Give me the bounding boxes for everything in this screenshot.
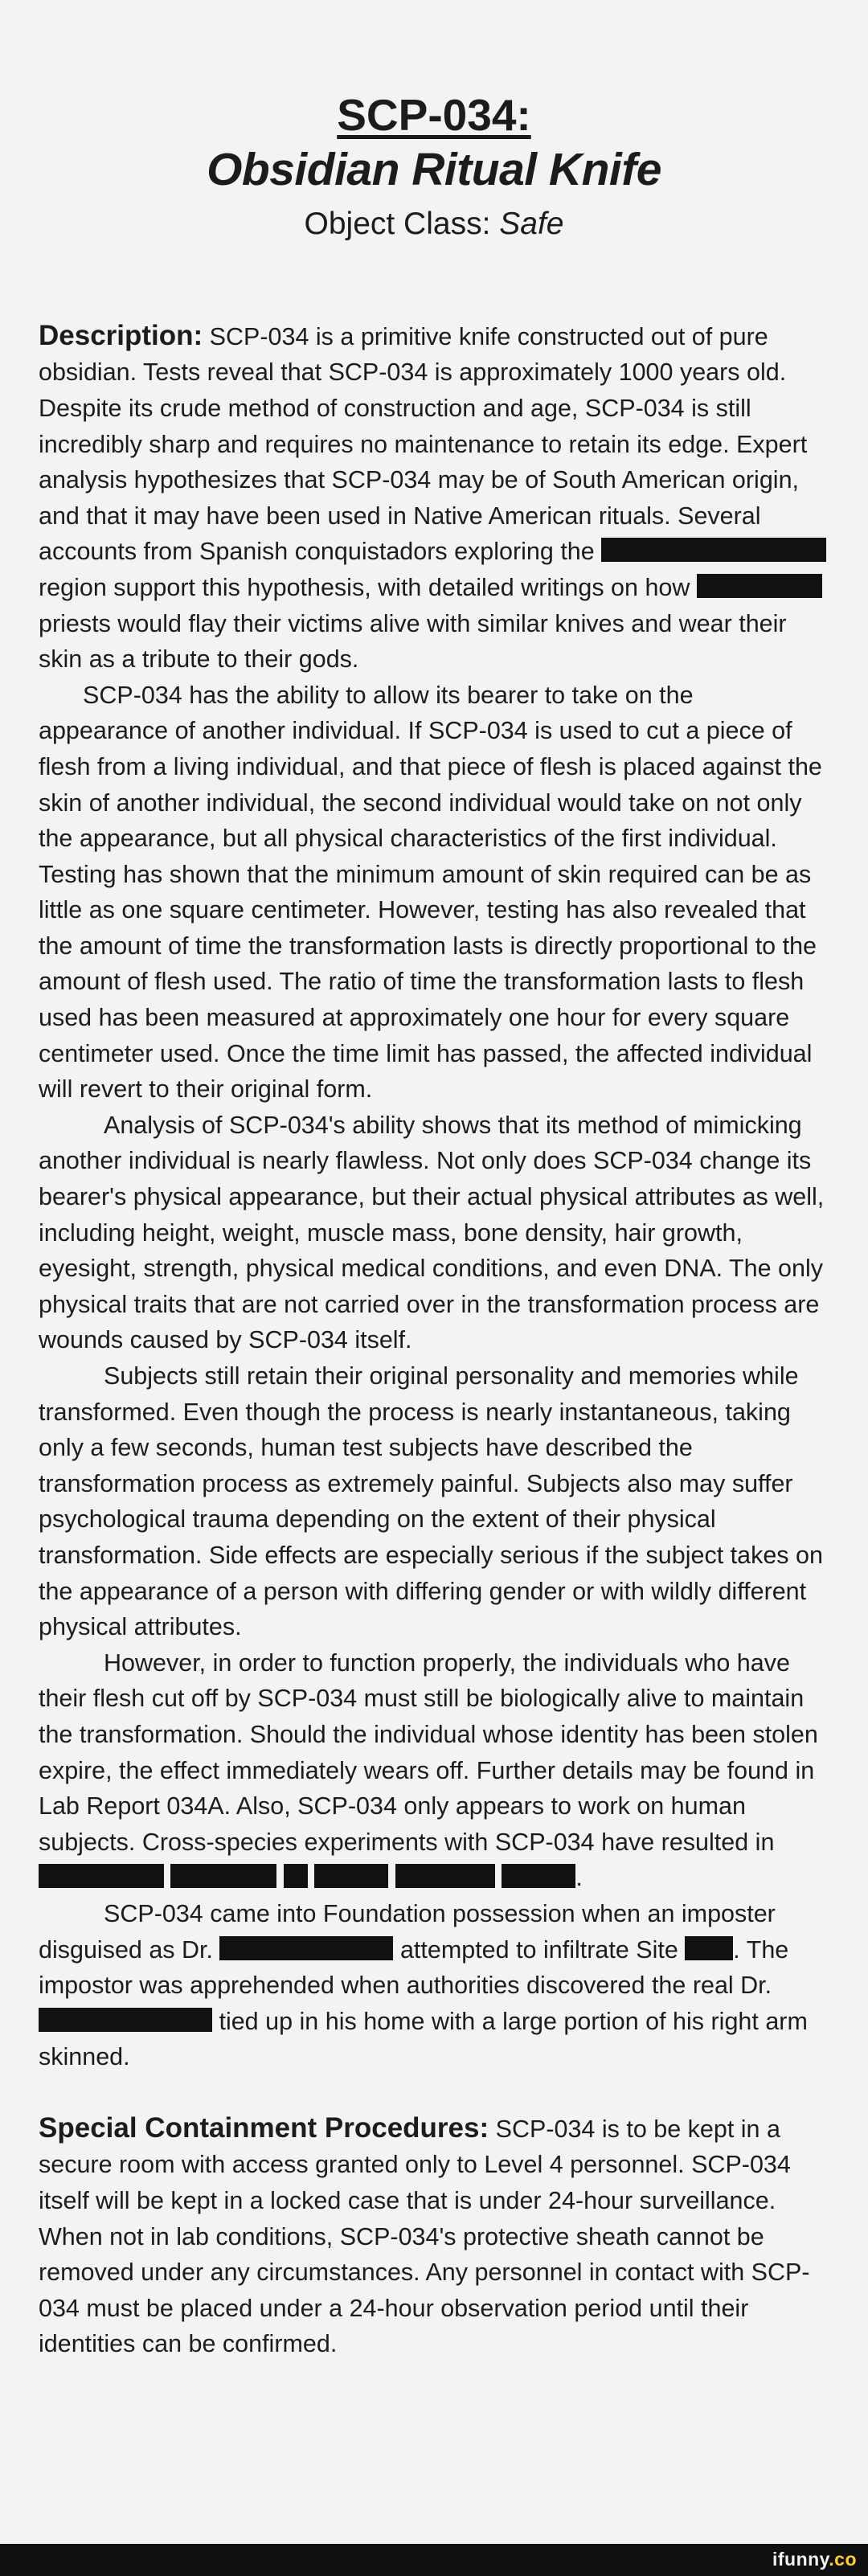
footer-bar bbox=[0, 2544, 868, 2576]
scp-name-title: Obsidian Ritual Knife bbox=[207, 144, 661, 195]
redaction-bar bbox=[314, 1864, 388, 1888]
title-block bbox=[39, 88, 829, 248]
redaction-bar bbox=[502, 1864, 575, 1888]
object-class bbox=[39, 202, 829, 248]
redaction-bar bbox=[284, 1864, 308, 1888]
redaction-bar bbox=[685, 1936, 733, 1960]
redaction-bar bbox=[170, 1864, 276, 1888]
description-paragraph-6: SCP-034 came into Foundation possession when an imposter disguised as Dr. attempted to infiltrate Site . The impostor was apprehended when authorities discovered the real Dr. tied up in his home with a large portion of his right arm skinned. bbox=[39, 1899, 808, 2071]
ifunny-watermark: ifunny.co bbox=[772, 2549, 857, 2570]
description-paragraph-4: Subjects still retain their original personality and memories while transformed. Even though the process is nearly instantaneous, taking only a few seconds, human test subjects have described the transformation process as extremely painful. Subjects also may suffer psychological trauma depending on the extent of their physical transformation. Side effects are especially serious if the subject takes on the appearance of a person with differing gender or with wildly different physical attributes. bbox=[39, 1362, 823, 1641]
redaction-bar bbox=[697, 574, 822, 598]
article-body bbox=[39, 318, 829, 2362]
object-class-value: Safe bbox=[499, 207, 564, 242]
redaction-bar bbox=[601, 538, 826, 562]
redaction-bar bbox=[219, 1936, 393, 1960]
description-paragraph-1: Description: SCP-034 is a primitive knife constructed out of pure obsidian. Tests reveal that SCP-034 is approximately 1000 years old. Despite its crude method of construction and age, SCP-034 is still incredibly sharp and requires no maintenance to retain its edge. Expert analysis hypothesizes that SCP-034 may be of South American origin, and that it may have been used in Native American rituals. Several accounts from Spanish conquistadors exploring the region support this hypothesis, with detailed writings on how priests would flay their victims alive with similar knives and wear their skin as a tribute to their gods. bbox=[39, 318, 829, 678]
scp-id-title: SCP-034: bbox=[337, 90, 531, 140]
containment-heading: Special Containment Procedures: bbox=[39, 2111, 489, 2144]
redaction-bar bbox=[39, 2008, 212, 2032]
object-class-label: Object Class: bbox=[304, 207, 500, 242]
redaction-bar bbox=[395, 1864, 495, 1888]
redaction-bar bbox=[39, 1864, 164, 1888]
description-paragraph-2: SCP-034 has the ability to allow its bearer to take on the appearance of another individual. If SCP-034 is used to cut a piece of flesh from a living individual, and that piece of flesh is placed against the skin of another individual, the second individual would take on not only the appearance, but all physical characteristics of the first individual. Testing has shown that the minimum amount of skin required can be as little as one square centimeter. However, testing has also revealed that the amount of time the transformation lasts is directly proportional to the amount of flesh used. The ratio of time the transformation lasts to flesh used has been measured at approximately one hour for every square centimeter used. Once the time limit has passed, the affected individual will revert to their original form. bbox=[39, 681, 822, 1104]
description-heading: Description: bbox=[39, 319, 203, 351]
description-paragraph-3: Analysis of SCP-034's ability shows that its method of mimicking another individual is nearly flawless. Not only does SCP-034 change its bearer's physical appearance, but their actual physical attributes as well, including height, weight, muscle mass, bone density, hair growth, eyesight, strength, physical medical conditions, and even DNA. The only physical traits that are not carried over in the transformation process are wounds caused by SCP-034 itself. bbox=[39, 1111, 825, 1354]
description-paragraph-5: However, in order to function properly, the individuals who have their flesh cut off by SCP-034 must still be biologically alive to maintain the transformation. Should the individual whose identity has been stolen expire, the effect immediately wears off. Further details may be found in Lab Report 034A. Also, SCP-034 only appears to work on human subjects. Cross-species experiments with SCP-034 have resulted in . bbox=[39, 1648, 818, 1892]
containment-paragraph: Special Containment Procedures: SCP-034 is to be kept in a secure room with access granted only to Level 4 personnel. SCP-034 itself will be kept in a locked case that is under 24-hour surveillance. When not in lab conditions, SCP-034's protective sheath cannot be removed under any circumstances. Any personnel in contact with SCP-034 must be placed under a 24-hour observation period until their identities can be confirmed. bbox=[39, 2111, 810, 2358]
